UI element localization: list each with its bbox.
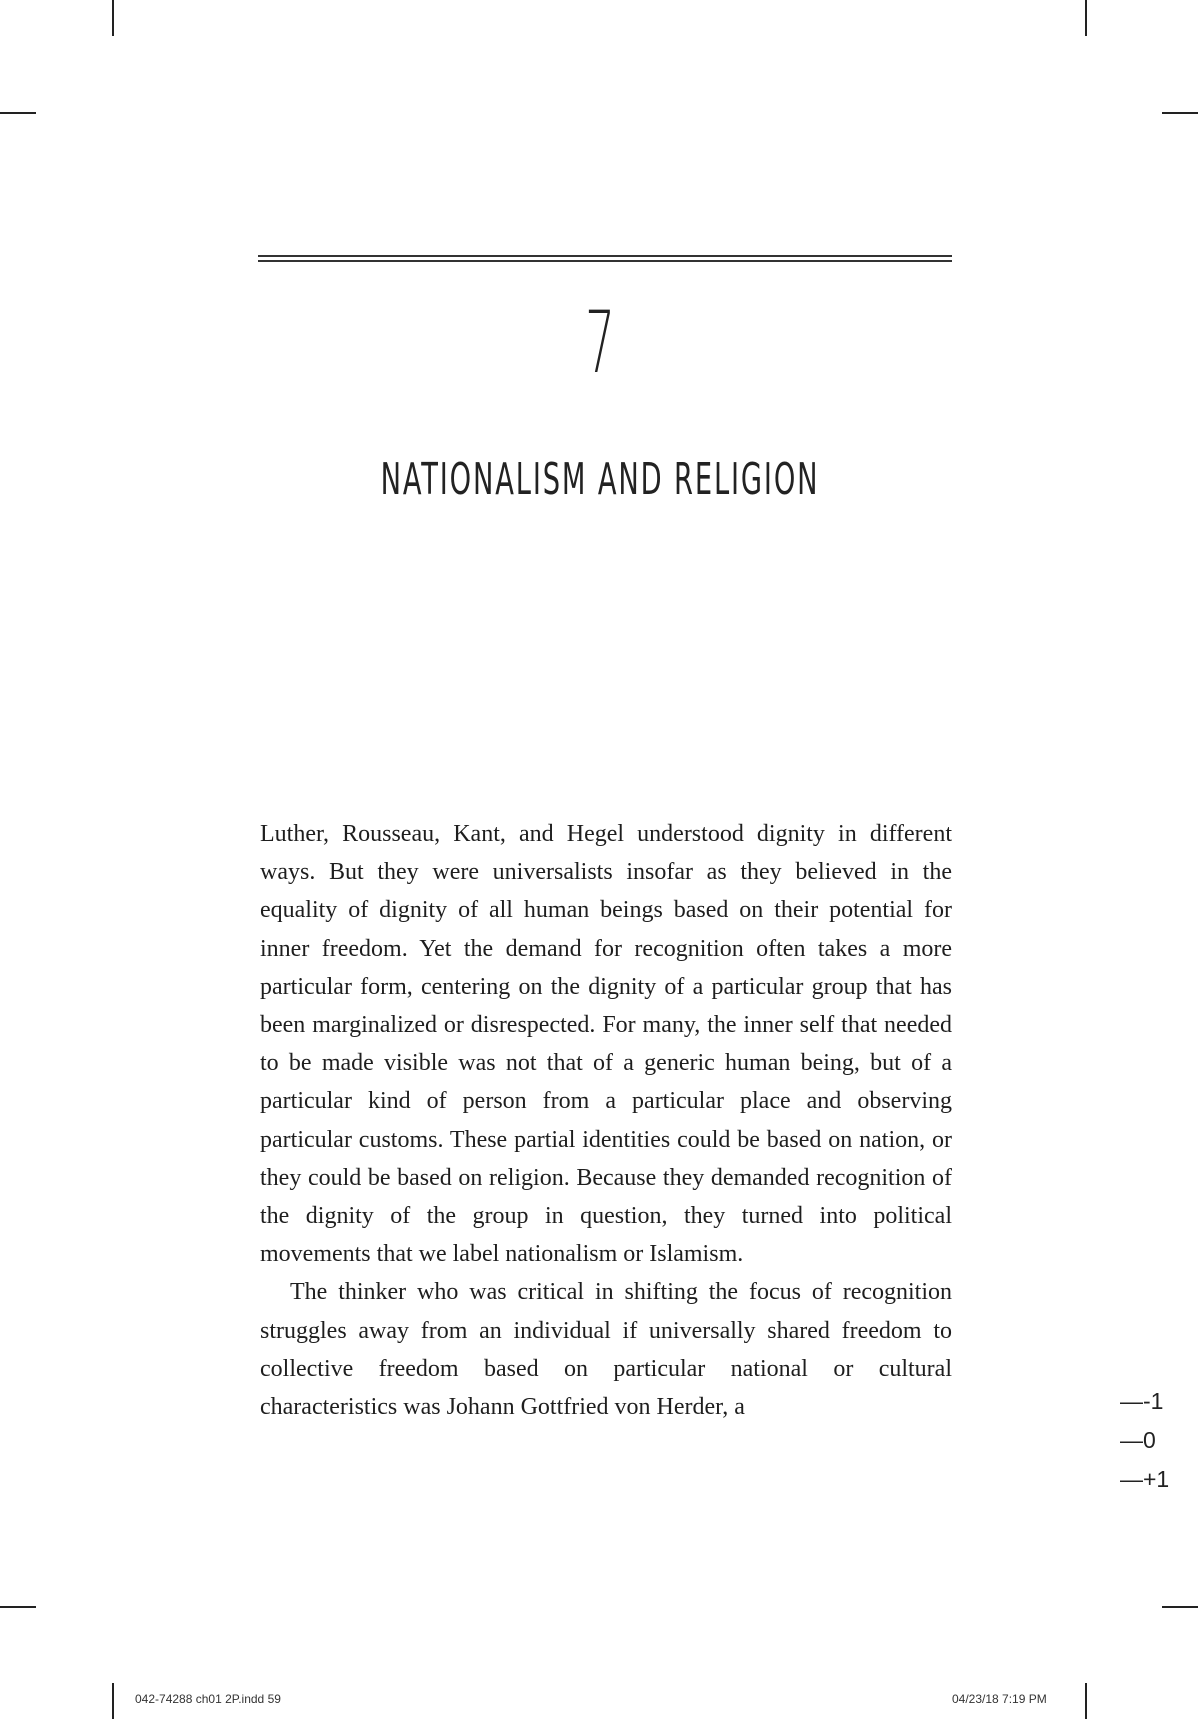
crop-mark-left-lower: [0, 1606, 36, 1608]
body-text: [260, 815, 952, 1426]
chapter-title: NATIONALISM AND RELIGION: [380, 454, 820, 505]
folio-mark-zero: —0: [1120, 1427, 1156, 1453]
crop-mark-bottom-left: [112, 1683, 114, 1719]
chapter-rule-bottom: [258, 260, 952, 262]
paragraph: The thinker who was critical in shifting the focus of recognition struggles away from an individual if universally shared freedom to collective freedom based on particular national or cultural characteristics was Johann Gottfried von Herder, a: [260, 1279, 952, 1421]
crop-mark-right-lower: [1162, 1606, 1198, 1608]
crop-mark-top-left: [112, 0, 114, 36]
chapter-rule-top: [258, 255, 952, 257]
chapter-number: 7: [584, 293, 616, 393]
slug-right: 04/23/18 7:19 PM: [952, 1692, 1047, 1706]
folio-mark-plus-one: —+1: [1120, 1466, 1170, 1492]
folio-mark-minus-one: —-1: [1120, 1388, 1164, 1414]
crop-mark-left-upper: [0, 112, 36, 114]
crop-mark-top-right: [1085, 0, 1087, 36]
crop-mark-bottom-right: [1085, 1683, 1087, 1719]
paragraph: Luther, Rousseau, Kant, and Hegel understood dignity in different ways. But they were universalists insofar as they believed in the equality of dignity of all human beings based on their potential for inner freedom. Yet the demand for recognition often takes a more particular form, centering on the dignity of a particular group that has been marginalized or disrespected. For many, the inner self that needed to be made visible was not that of a generic human being, but of a particular kind of person from a particular place and observing particular customs. These partial identities could be based on nation, or they could be based on religion. Because they demanded recognition of the dignity of the group in question, they turned into political movements that we label nationalism or Islamism.: [260, 821, 952, 1268]
slug-left: 042-74288 ch01 2P.indd 59: [135, 1692, 281, 1706]
crop-mark-right-upper: [1162, 112, 1198, 114]
